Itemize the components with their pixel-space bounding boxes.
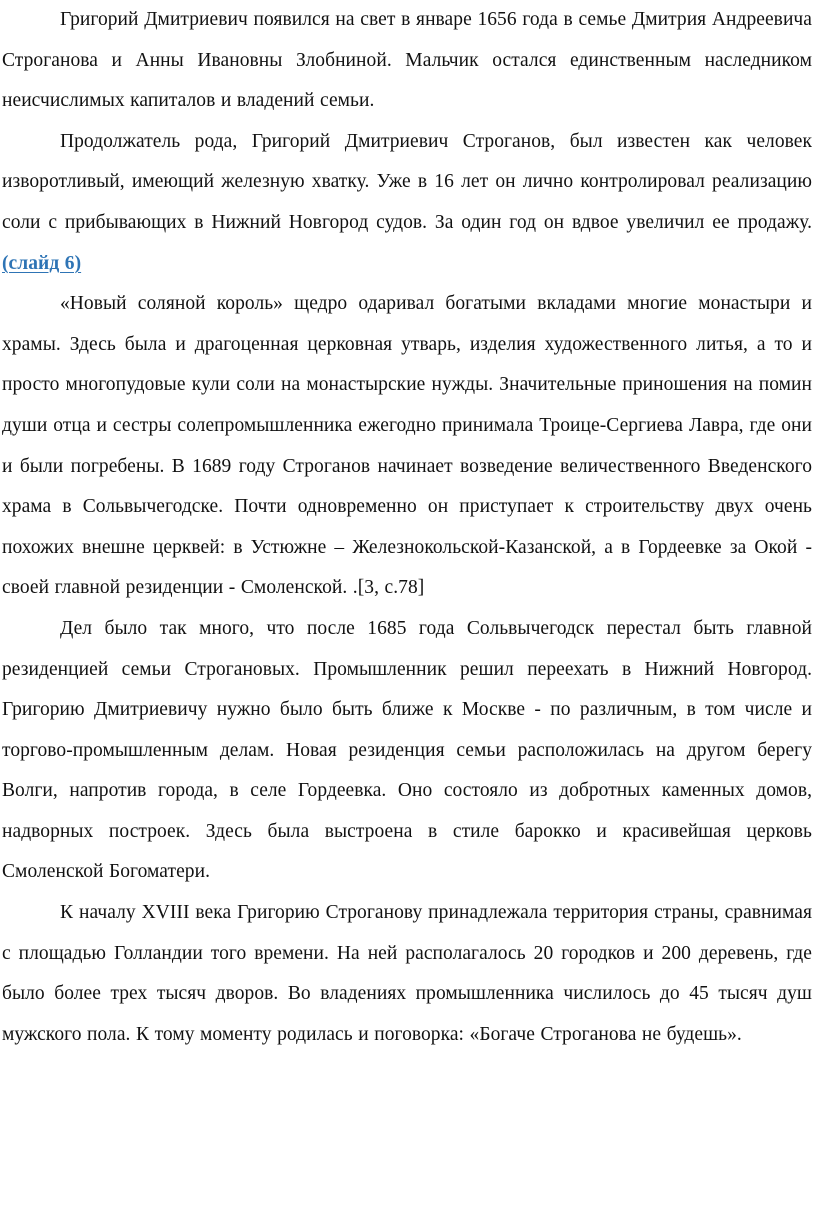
paragraph-successor (2, 122, 812, 284)
paragraph-residence: Дел было так много, что после 1685 года Сольвычегодск перестал быть главной резиденцией семьи Строгановых. Промышленник решил переехать в Нижний Новгород. Григорию Дмитриевичу нужно было быть ближе к Москве - по различным, в том числе и торгово-промышленным делам. Новая резиденция семьи расположилась на другом берегу Волги, напротив города, в селе Гордеевка. Оно состояло из добротных каменных домов, надворных построек. Здесь была выстроена в стиле барокко и красивейшая церковь Смоленской Богоматери. (2, 617, 812, 883)
paragraph-successor-text: Продолжатель рода, Григорий Дмитриевич Строганов, был известен как человек изворотливый, имеющий железную хватку. Уже в 16 лет он лично контролировал реализацию соли с прибывающих в Нижний Новгород судов. За один год он вдвое увеличил ее продажу. (2, 130, 812, 233)
paragraph-salt-king: «Новый соляной король» щедро одаривал богатыми вкладами многие монастыри и храмы. Здесь была и драгоценная церковная утварь, изделия художественного литья, а то и просто многопудовые кули соли на монастырские нужды. Значительные приношения на помин души отца и сестры солепромышленника ежегодно принимала Троице-Сергиева Лавра, где они и были погребены. В 1689 году Строганов начинает возведение величественного Введенского храма в Сольвычегодске. Почти одновременно он приступает к строительству двух очень похожих внешне церквей: в Устюжне – Железнокольской-Казанской, а в Гордеевке за Окой - своей главной резиденции - Смоленской. .[3, с.78] (2, 293, 812, 599)
slide-6-link[interactable]: (слайд 6) (2, 252, 82, 274)
paragraph-birth: Григорий Дмитриевич появился на свет в январе 1656 года в семье Дмитрия Андреевича Строганова и Анны Ивановны Злобниной. Мальчик остался единственным наследником неисчислимых капиталов и владений семьи. (2, 9, 812, 112)
paragraph-territory: К началу XVIII века Григорию Строганову принадлежала территория страны, сравнимая с площадью Голландии того времени. На ней располагалось 20 городков и 200 деревень, где было более трех тысяч дворов. Во владениях промышленника числилось до 45 тысяч душ мужского пола. К тому моменту родилась и поговорка: «Богаче Строганова не будешь». (2, 902, 812, 1045)
